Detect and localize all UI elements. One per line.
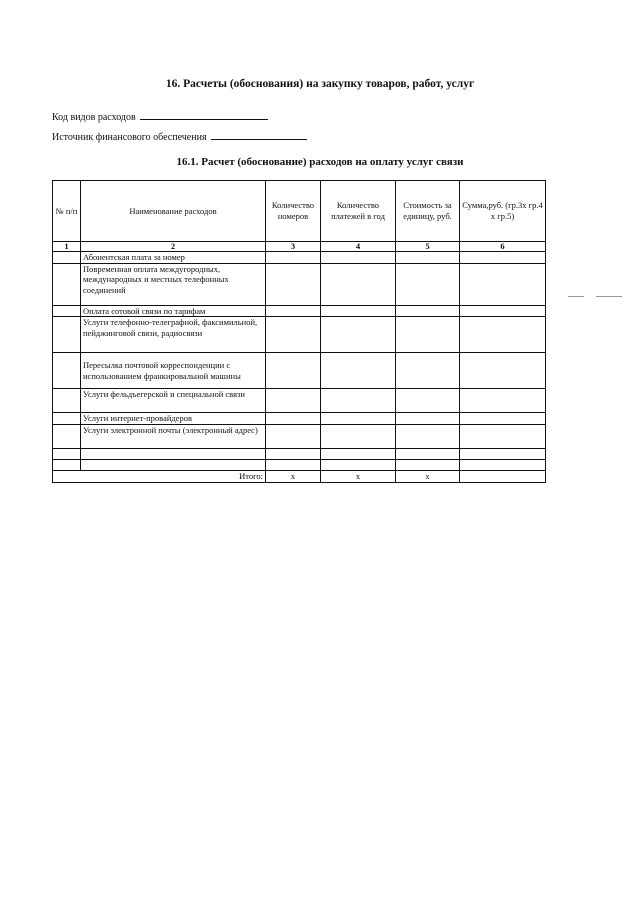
header-row	[53, 181, 546, 242]
expense-code-line	[52, 110, 268, 123]
quantity-cell[interactable]	[266, 263, 321, 305]
column-number: 3	[266, 242, 321, 252]
payments-cell[interactable]	[321, 353, 396, 389]
quantity-cell[interactable]	[266, 389, 321, 413]
payments-cell[interactable]	[321, 413, 396, 425]
sum-cell[interactable]	[460, 305, 546, 317]
total-x-cell: x	[321, 470, 396, 482]
row-number-cell	[53, 252, 81, 264]
unit-cost-cell[interactable]	[396, 252, 460, 264]
header-cell: № п/п	[53, 181, 81, 242]
quantity-cell[interactable]	[266, 413, 321, 425]
unit-cost-cell[interactable]	[396, 424, 460, 448]
table-row	[53, 424, 546, 448]
section-title: 16. Расчеты (обоснования) на закупку товаров, работ, услуг	[165, 78, 475, 90]
unit-cost-cell[interactable]	[396, 317, 460, 353]
expense-name-cell: Услуги телефонно-телеграфной, факсимильной, пейджинговой связи, радиосвязи	[81, 317, 266, 353]
quantity-cell[interactable]	[266, 317, 321, 353]
payments-cell[interactable]	[321, 459, 396, 470]
unit-cost-cell[interactable]	[396, 459, 460, 470]
sum-cell[interactable]	[460, 424, 546, 448]
expense-code-label: Код видов расходов	[52, 112, 136, 123]
funding-source-label: Источник финансового обеспечения	[52, 132, 207, 143]
column-number: 1	[53, 242, 81, 252]
scan-mark	[596, 296, 622, 297]
header-cell: Наименование расходов	[81, 181, 266, 242]
unit-cost-cell[interactable]	[396, 448, 460, 459]
total-x-cell: x	[396, 470, 460, 482]
row-number-cell	[53, 424, 81, 448]
column-number-row	[53, 242, 546, 252]
expense-code-blank[interactable]	[140, 110, 268, 120]
scan-mark	[568, 296, 584, 297]
table-row	[53, 305, 546, 317]
expense-name-cell: Услуги интернет-провайдеров	[81, 413, 266, 425]
sum-cell[interactable]	[460, 252, 546, 264]
funding-source-line	[52, 130, 307, 143]
expense-name-cell: Повременная оплата междугородных, международных и местных телефонных соединений	[81, 263, 266, 305]
header-cell: Количество номеров	[266, 181, 321, 242]
unit-cost-cell[interactable]	[396, 263, 460, 305]
sum-cell[interactable]	[460, 389, 546, 413]
row-number-cell	[53, 317, 81, 353]
table-row	[53, 413, 546, 425]
expense-name-cell: Абонентская плата за номер	[81, 252, 266, 264]
quantity-cell[interactable]	[266, 448, 321, 459]
unit-cost-cell[interactable]	[396, 389, 460, 413]
total-label: Итого:	[53, 470, 266, 482]
table-row	[53, 317, 546, 353]
sum-cell[interactable]	[460, 459, 546, 470]
row-number-cell	[53, 305, 81, 317]
header-cell: Сумма,руб. (гр.3х гр.4 х гр.5)	[460, 181, 546, 242]
row-number-cell	[53, 459, 81, 470]
expense-name-cell: Оплата сотовой связи по тарифам	[81, 305, 266, 317]
expense-name-cell: Услуги электронной почты (электронный адрес)	[81, 424, 266, 448]
column-number: 6	[460, 242, 546, 252]
sum-cell[interactable]	[460, 353, 546, 389]
funding-source-blank[interactable]	[211, 130, 307, 140]
payments-cell[interactable]	[321, 263, 396, 305]
subsection-title: 16.1. Расчет (обоснование) расходов на оплату услуг связи	[176, 156, 464, 168]
sum-cell[interactable]	[460, 448, 546, 459]
total-x-cell: x	[266, 470, 321, 482]
quantity-cell[interactable]	[266, 305, 321, 317]
total-sum-cell[interactable]	[460, 470, 546, 482]
unit-cost-cell[interactable]	[396, 353, 460, 389]
table-row	[53, 263, 546, 305]
expense-name-cell: Пересылка почтовой корреспонденции с использованием франкировальной машины	[81, 353, 266, 389]
table-row	[53, 389, 546, 413]
sum-cell[interactable]	[460, 317, 546, 353]
row-number-cell	[53, 353, 81, 389]
expense-name-cell	[81, 448, 266, 459]
sum-cell[interactable]	[460, 413, 546, 425]
payments-cell[interactable]	[321, 424, 396, 448]
row-number-cell	[53, 413, 81, 425]
column-number: 5	[396, 242, 460, 252]
expense-table	[52, 180, 546, 483]
total-row	[53, 470, 546, 482]
quantity-cell[interactable]	[266, 424, 321, 448]
payments-cell[interactable]	[321, 389, 396, 413]
quantity-cell[interactable]	[266, 353, 321, 389]
payments-cell[interactable]	[321, 317, 396, 353]
payments-cell[interactable]	[321, 448, 396, 459]
table-row	[53, 353, 546, 389]
table-row	[53, 448, 546, 459]
quantity-cell[interactable]	[266, 459, 321, 470]
row-number-cell	[53, 448, 81, 459]
expense-name-cell: Услуги фельдъегерской и специальной связи	[81, 389, 266, 413]
column-number: 4	[321, 242, 396, 252]
expense-name-cell	[81, 459, 266, 470]
header-cell: Стоимость за единицу, руб.	[396, 181, 460, 242]
table-row	[53, 252, 546, 264]
column-number: 2	[81, 242, 266, 252]
unit-cost-cell[interactable]	[396, 413, 460, 425]
quantity-cell[interactable]	[266, 252, 321, 264]
table-row	[53, 459, 546, 470]
row-number-cell	[53, 389, 81, 413]
unit-cost-cell[interactable]	[396, 305, 460, 317]
sum-cell[interactable]	[460, 263, 546, 305]
payments-cell[interactable]	[321, 305, 396, 317]
header-cell: Количество платежей в год	[321, 181, 396, 242]
row-number-cell	[53, 263, 81, 305]
payments-cell[interactable]	[321, 252, 396, 264]
